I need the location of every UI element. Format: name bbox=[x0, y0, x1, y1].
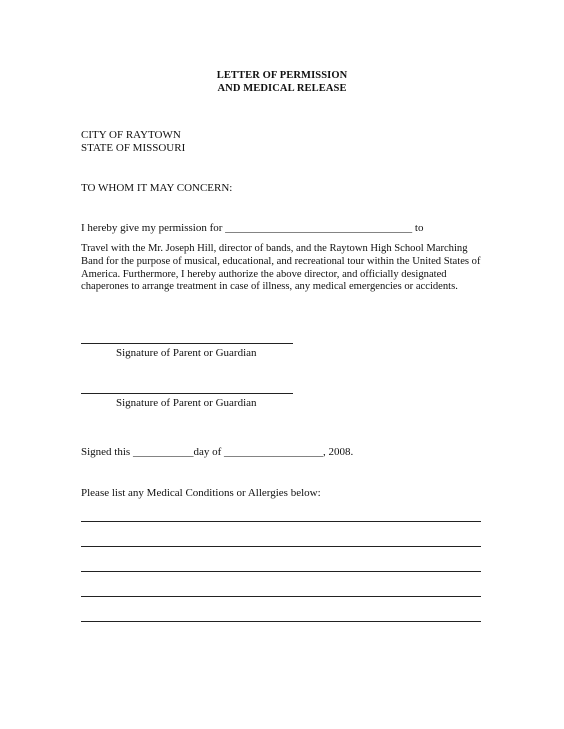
signature-line-2[interactable] bbox=[81, 393, 293, 394]
title-line-2: AND MEDICAL RELEASE bbox=[217, 83, 347, 94]
state-line: STATE OF MISSOURI bbox=[81, 142, 186, 154]
city-line: CITY OF RAYTOWN bbox=[81, 129, 181, 141]
medical-line-2[interactable] bbox=[81, 546, 481, 547]
salutation: TO WHOM IT MAY CONCERN: bbox=[81, 182, 233, 194]
body-paragraph: Travel with the Mr. Joseph Hill, director of bands, and the Raytown High School Marching Band for the purpose of musical, educational, and recreational tour within the United States of America. Furthermore, I hereby authorize the above director, and officially designated chaperones to arrange treatment in case of illness, any medical emergencies or accidents. bbox=[81, 243, 481, 293]
medical-line-1[interactable] bbox=[81, 521, 481, 522]
permission-sentence: I hereby give my permission for __________________________________ to bbox=[81, 222, 424, 234]
title-line-1: LETTER OF PERMISSION bbox=[216, 70, 348, 81]
medical-line-3[interactable] bbox=[81, 571, 481, 572]
address-block bbox=[81, 129, 185, 155]
medical-line-5[interactable] bbox=[81, 621, 481, 622]
document-title bbox=[0, 69, 564, 95]
signed-date-line: Signed this ___________day of __________________, 2008. bbox=[81, 446, 354, 458]
signature-label-2: Signature of Parent or Guardian bbox=[116, 397, 257, 409]
signature-label-1: Signature of Parent or Guardian bbox=[116, 347, 257, 359]
medical-conditions-prompt: Please list any Medical Conditions or Allergies below: bbox=[81, 487, 321, 499]
medical-line-4[interactable] bbox=[81, 596, 481, 597]
signature-line-1[interactable] bbox=[81, 343, 293, 344]
